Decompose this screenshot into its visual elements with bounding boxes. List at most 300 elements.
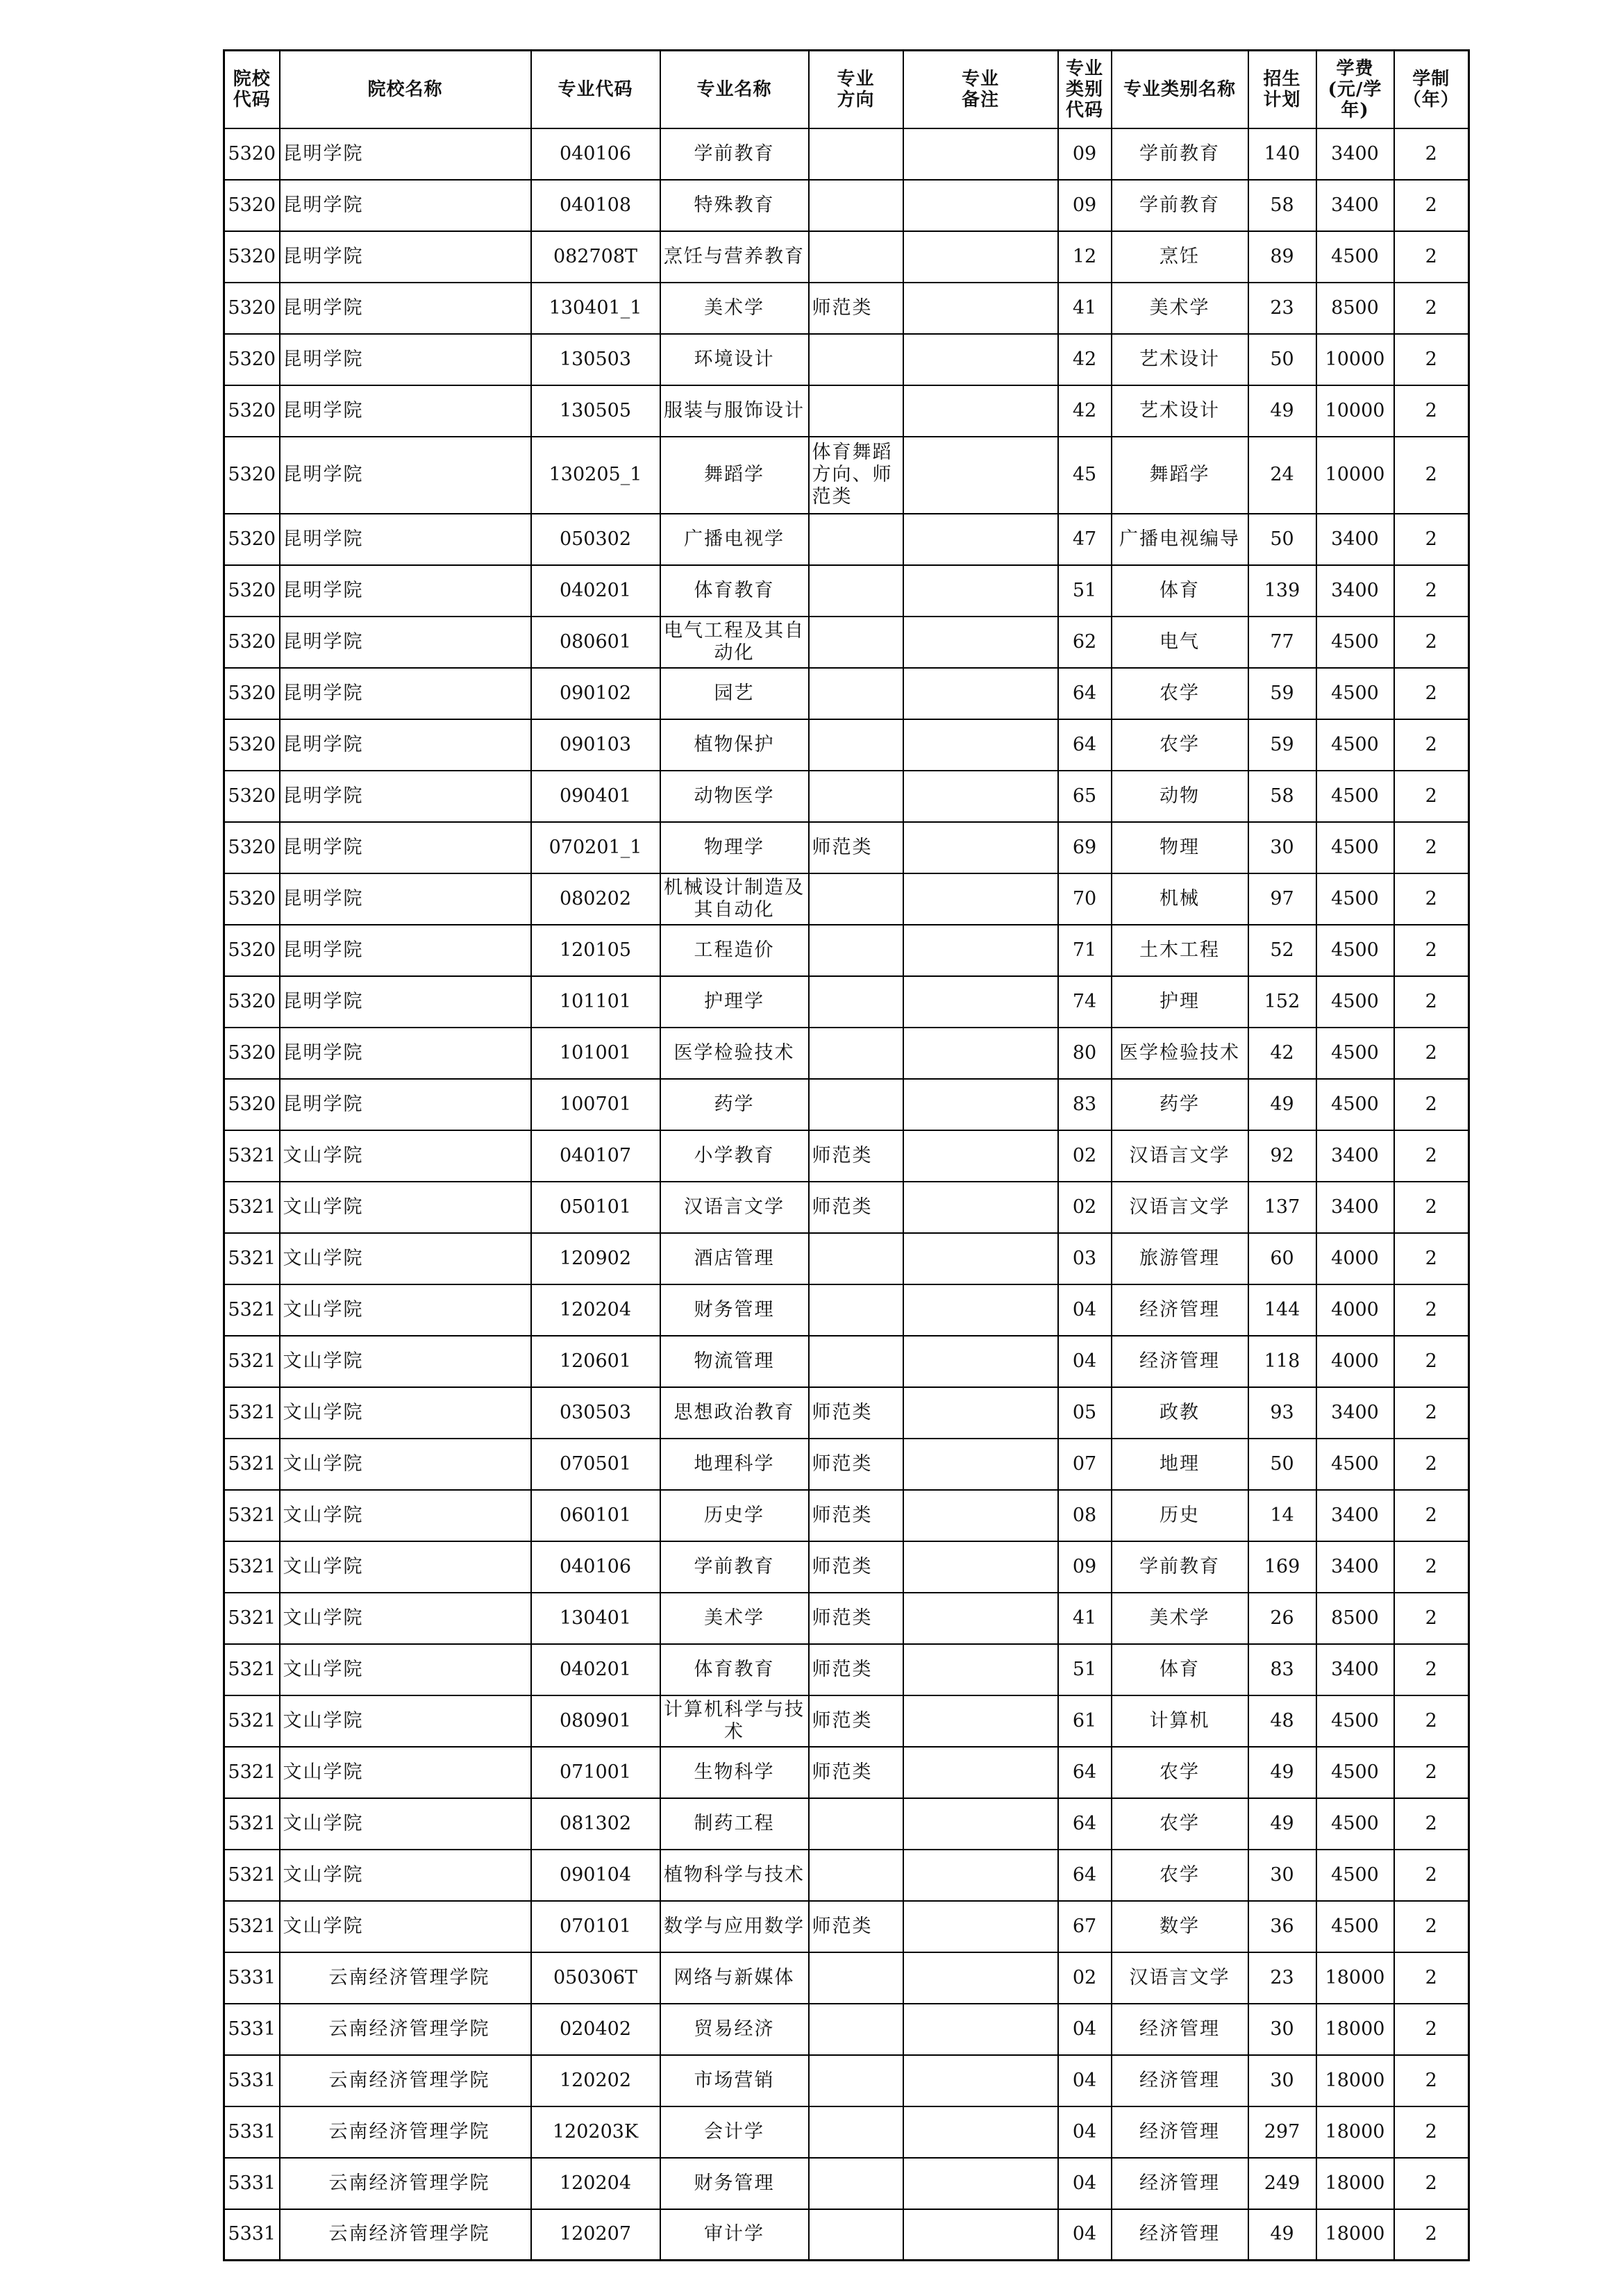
- school-code-cell: 5321: [224, 1747, 280, 1798]
- tuition-cell: 4500: [1316, 925, 1394, 976]
- table-row: [224, 1490, 1469, 1541]
- category-name-cell: 烹饪: [1112, 231, 1248, 283]
- table-row: [224, 385, 1469, 437]
- tuition-cell: 18000: [1316, 2106, 1394, 2158]
- remark-cell: [903, 385, 1058, 437]
- major-code-cell: 120204: [531, 1284, 660, 1336]
- plan-cell: 140: [1248, 128, 1316, 180]
- major-name-cell: 植物科学与技术: [660, 1850, 809, 1901]
- header-label: 专业 方向: [837, 68, 875, 110]
- school-code-cell: 5321: [224, 1644, 280, 1695]
- school-name-cell: 昆明学院: [280, 1079, 531, 1130]
- school-name-cell: 昆明学院: [280, 976, 531, 1028]
- plan-cell: 58: [1248, 180, 1316, 231]
- table-row: [224, 719, 1469, 771]
- table-row: [224, 668, 1469, 719]
- school-code-cell: 5321: [224, 1336, 280, 1387]
- school-name-cell: 昆明学院: [280, 283, 531, 334]
- school-name-cell: 文山学院: [280, 1336, 531, 1387]
- table-row: [224, 771, 1469, 822]
- category-code-cell: 07: [1058, 1439, 1112, 1490]
- major-code-cell: 050101: [531, 1182, 660, 1233]
- school-name-cell: 云南经济管理学院: [280, 1952, 531, 2004]
- header-duration: [1394, 51, 1469, 128]
- category-name-cell: 政教: [1112, 1387, 1248, 1439]
- school-name-cell: 文山学院: [280, 1901, 531, 1952]
- duration-cell: 2: [1394, 1490, 1469, 1541]
- major-code-cell: 130505: [531, 385, 660, 437]
- plan-cell: 30: [1248, 2055, 1316, 2106]
- remark-cell: [903, 1952, 1058, 2004]
- school-name-cell: 文山学院: [280, 1644, 531, 1695]
- duration-cell: 2: [1394, 1130, 1469, 1182]
- header-major-name: [660, 51, 809, 128]
- header-major-code: [531, 51, 660, 128]
- direction-cell: [809, 2209, 903, 2261]
- tuition-cell: 4500: [1316, 719, 1394, 771]
- major-code-cell: 050302: [531, 514, 660, 565]
- school-name-cell: 云南经济管理学院: [280, 2158, 531, 2209]
- tuition-cell: 4500: [1316, 668, 1394, 719]
- table-row: [224, 1233, 1469, 1284]
- major-name-cell: 汉语言文学: [660, 1182, 809, 1233]
- school-code-cell: 5320: [224, 925, 280, 976]
- table-row: [224, 283, 1469, 334]
- major-name-cell: 贸易经济: [660, 2004, 809, 2055]
- major-code-cell: 030503: [531, 1387, 660, 1439]
- category-code-cell: 62: [1058, 617, 1112, 668]
- major-name-cell: 园艺: [660, 668, 809, 719]
- school-code-cell: 5320: [224, 873, 280, 925]
- major-name-cell: 美术学: [660, 1593, 809, 1644]
- major-code-cell: 130503: [531, 334, 660, 385]
- school-name-cell: 昆明学院: [280, 719, 531, 771]
- remark-cell: [903, 1284, 1058, 1336]
- remark-cell: [903, 719, 1058, 771]
- table-row: [224, 1644, 1469, 1695]
- direction-cell: [809, 514, 903, 565]
- major-name-cell: 机械设计制造及其自动化: [660, 873, 809, 925]
- school-code-cell: 5321: [224, 1798, 280, 1850]
- table-row: [224, 2004, 1469, 2055]
- major-name-cell: 学前教育: [660, 1541, 809, 1593]
- direction-cell: 师范类: [809, 822, 903, 873]
- remark-cell: [903, 1490, 1058, 1541]
- remark-cell: [903, 1130, 1058, 1182]
- category-name-cell: 经济管理: [1112, 2209, 1248, 2261]
- remark-cell: [903, 2158, 1058, 2209]
- category-name-cell: 动物: [1112, 771, 1248, 822]
- duration-cell: 2: [1394, 2106, 1469, 2158]
- duration-cell: 2: [1394, 231, 1469, 283]
- school-code-cell: 5321: [224, 1541, 280, 1593]
- category-code-cell: 04: [1058, 2004, 1112, 2055]
- direction-cell: 师范类: [809, 1387, 903, 1439]
- direction-cell: [809, 1850, 903, 1901]
- table-row: [224, 2158, 1469, 2209]
- school-code-cell: 5321: [224, 1593, 280, 1644]
- category-name-cell: 艺术设计: [1112, 334, 1248, 385]
- tuition-cell: 3400: [1316, 565, 1394, 617]
- category-code-cell: 51: [1058, 565, 1112, 617]
- tuition-cell: 4500: [1316, 1439, 1394, 1490]
- school-name-cell: 文山学院: [280, 1387, 531, 1439]
- tuition-cell: 3400: [1316, 180, 1394, 231]
- direction-cell: 师范类: [809, 1901, 903, 1952]
- duration-cell: 2: [1394, 2055, 1469, 2106]
- major-name-cell: 药学: [660, 1079, 809, 1130]
- school-code-cell: 5331: [224, 2158, 280, 2209]
- major-name-cell: 网络与新媒体: [660, 1952, 809, 2004]
- major-name-cell: 环境设计: [660, 334, 809, 385]
- major-code-cell: 071001: [531, 1747, 660, 1798]
- duration-cell: 2: [1394, 976, 1469, 1028]
- plan-cell: 30: [1248, 822, 1316, 873]
- table-row: [224, 1541, 1469, 1593]
- table-row: [224, 1593, 1469, 1644]
- school-code-cell: 5321: [224, 1130, 280, 1182]
- tuition-cell: 8500: [1316, 283, 1394, 334]
- remark-cell: [903, 1850, 1058, 1901]
- plan-cell: 48: [1248, 1695, 1316, 1747]
- major-name-cell: 物理学: [660, 822, 809, 873]
- major-code-cell: 040201: [531, 565, 660, 617]
- header-category-code: [1058, 51, 1112, 128]
- category-code-cell: 03: [1058, 1233, 1112, 1284]
- duration-cell: 2: [1394, 2158, 1469, 2209]
- category-code-cell: 04: [1058, 2106, 1112, 2158]
- tuition-cell: 3400: [1316, 1490, 1394, 1541]
- category-name-cell: 旅游管理: [1112, 1233, 1248, 1284]
- remark-cell: [903, 771, 1058, 822]
- major-code-cell: 050306T: [531, 1952, 660, 2004]
- duration-cell: 2: [1394, 565, 1469, 617]
- school-code-cell: 5320: [224, 719, 280, 771]
- remark-cell: [903, 1233, 1058, 1284]
- plan-cell: 50: [1248, 514, 1316, 565]
- school-code-cell: 5320: [224, 180, 280, 231]
- remark-cell: [903, 1901, 1058, 1952]
- duration-cell: 2: [1394, 1439, 1469, 1490]
- table-row: [224, 976, 1469, 1028]
- duration-cell: 2: [1394, 719, 1469, 771]
- table-row: [224, 1284, 1469, 1336]
- direction-cell: 师范类: [809, 1593, 903, 1644]
- major-code-cell: 090104: [531, 1850, 660, 1901]
- remark-cell: [903, 873, 1058, 925]
- category-name-cell: 经济管理: [1112, 2055, 1248, 2106]
- tuition-cell: 3400: [1316, 1130, 1394, 1182]
- category-code-cell: 74: [1058, 976, 1112, 1028]
- major-name-cell: 思想政治教育: [660, 1387, 809, 1439]
- category-code-cell: 04: [1058, 2055, 1112, 2106]
- school-code-cell: 5321: [224, 1233, 280, 1284]
- plan-cell: 97: [1248, 873, 1316, 925]
- table-row: [224, 1336, 1469, 1387]
- plan-cell: 58: [1248, 771, 1316, 822]
- category-code-cell: 71: [1058, 925, 1112, 976]
- major-name-cell: 数学与应用数学: [660, 1901, 809, 1952]
- table-row: [224, 1028, 1469, 1079]
- major-code-cell: 070101: [531, 1901, 660, 1952]
- category-name-cell: 电气: [1112, 617, 1248, 668]
- remark-cell: [903, 334, 1058, 385]
- school-code-cell: 5320: [224, 437, 280, 514]
- duration-cell: 2: [1394, 1747, 1469, 1798]
- major-code-cell: 120601: [531, 1336, 660, 1387]
- category-code-cell: 04: [1058, 1284, 1112, 1336]
- category-name-cell: 农学: [1112, 668, 1248, 719]
- major-code-cell: 082708T: [531, 231, 660, 283]
- major-name-cell: 审计学: [660, 2209, 809, 2261]
- direction-cell: [809, 1798, 903, 1850]
- category-name-cell: 机械: [1112, 873, 1248, 925]
- plan-cell: 50: [1248, 334, 1316, 385]
- duration-cell: 2: [1394, 334, 1469, 385]
- category-name-cell: 经济管理: [1112, 1336, 1248, 1387]
- table-row: [224, 1695, 1469, 1747]
- major-code-cell: 130401: [531, 1593, 660, 1644]
- school-name-cell: 文山学院: [280, 1284, 531, 1336]
- category-code-cell: 61: [1058, 1695, 1112, 1747]
- category-name-cell: 经济管理: [1112, 2106, 1248, 2158]
- major-name-cell: 财务管理: [660, 2158, 809, 2209]
- enrollment-table: [223, 49, 1470, 2261]
- plan-cell: 49: [1248, 1798, 1316, 1850]
- school-name-cell: 昆明学院: [280, 180, 531, 231]
- category-code-cell: 04: [1058, 2209, 1112, 2261]
- duration-cell: 2: [1394, 180, 1469, 231]
- tuition-cell: 18000: [1316, 2209, 1394, 2261]
- remark-cell: [903, 514, 1058, 565]
- school-name-cell: 昆明学院: [280, 128, 531, 180]
- major-name-cell: 酒店管理: [660, 1233, 809, 1284]
- category-name-cell: 体育: [1112, 1644, 1248, 1695]
- category-code-cell: 64: [1058, 719, 1112, 771]
- school-name-cell: 云南经济管理学院: [280, 2209, 531, 2261]
- remark-cell: [903, 231, 1058, 283]
- major-code-cell: 101101: [531, 976, 660, 1028]
- category-code-cell: 42: [1058, 385, 1112, 437]
- school-name-cell: 云南经济管理学院: [280, 2106, 531, 2158]
- category-name-cell: 舞蹈学: [1112, 437, 1248, 514]
- tuition-cell: 4500: [1316, 1079, 1394, 1130]
- school-code-cell: 5331: [224, 2055, 280, 2106]
- major-name-cell: 电气工程及其自动化: [660, 617, 809, 668]
- plan-cell: 26: [1248, 1593, 1316, 1644]
- plan-cell: 42: [1248, 1028, 1316, 1079]
- major-code-cell: 120105: [531, 925, 660, 976]
- category-name-cell: 历史: [1112, 1490, 1248, 1541]
- remark-cell: [903, 1541, 1058, 1593]
- tuition-cell: 3400: [1316, 128, 1394, 180]
- header-school-code: [224, 51, 280, 128]
- school-name-cell: 文山学院: [280, 1490, 531, 1541]
- school-code-cell: 5331: [224, 2004, 280, 2055]
- remark-cell: [903, 2055, 1058, 2106]
- tuition-cell: 4500: [1316, 822, 1394, 873]
- table-row: [224, 1130, 1469, 1182]
- table-row: [224, 2209, 1469, 2261]
- category-name-cell: 农学: [1112, 1798, 1248, 1850]
- major-name-cell: 地理科学: [660, 1439, 809, 1490]
- direction-cell: 师范类: [809, 1541, 903, 1593]
- direction-cell: [809, 1079, 903, 1130]
- table-row: [224, 514, 1469, 565]
- tuition-cell: 4500: [1316, 1747, 1394, 1798]
- header-label: 专业 类别 代码: [1065, 58, 1103, 121]
- major-code-cell: 101001: [531, 1028, 660, 1079]
- school-name-cell: 昆明学院: [280, 1028, 531, 1079]
- category-code-cell: 02: [1058, 1130, 1112, 1182]
- table-row: [224, 822, 1469, 873]
- school-code-cell: 5320: [224, 771, 280, 822]
- major-name-cell: 动物医学: [660, 771, 809, 822]
- school-name-cell: 昆明学院: [280, 565, 531, 617]
- category-name-cell: 汉语言文学: [1112, 1130, 1248, 1182]
- school-code-cell: 5331: [224, 2209, 280, 2261]
- major-name-cell: 学前教育: [660, 128, 809, 180]
- plan-cell: 139: [1248, 565, 1316, 617]
- major-code-cell: 090103: [531, 719, 660, 771]
- school-name-cell: 昆明学院: [280, 334, 531, 385]
- remark-cell: [903, 617, 1058, 668]
- category-code-cell: 65: [1058, 771, 1112, 822]
- direction-cell: [809, 2158, 903, 2209]
- school-code-cell: 5331: [224, 2106, 280, 2158]
- school-name-cell: 文山学院: [280, 1182, 531, 1233]
- major-name-cell: 舞蹈学: [660, 437, 809, 514]
- remark-cell: [903, 1695, 1058, 1747]
- duration-cell: 2: [1394, 1541, 1469, 1593]
- tuition-cell: 4500: [1316, 1901, 1394, 1952]
- school-code-cell: 5320: [224, 231, 280, 283]
- category-name-cell: 计算机: [1112, 1695, 1248, 1747]
- major-name-cell: 历史学: [660, 1490, 809, 1541]
- school-code-cell: 5320: [224, 565, 280, 617]
- remark-cell: [903, 1028, 1058, 1079]
- major-name-cell: 市场营销: [660, 2055, 809, 2106]
- plan-cell: 249: [1248, 2158, 1316, 2209]
- school-name-cell: 昆明学院: [280, 514, 531, 565]
- category-code-cell: 41: [1058, 283, 1112, 334]
- table-row: [224, 1952, 1469, 2004]
- category-name-cell: 美术学: [1112, 283, 1248, 334]
- plan-cell: 60: [1248, 1233, 1316, 1284]
- plan-cell: 36: [1248, 1901, 1316, 1952]
- school-code-cell: 5320: [224, 283, 280, 334]
- direction-cell: [809, 128, 903, 180]
- category-name-cell: 农学: [1112, 1747, 1248, 1798]
- school-name-cell: 文山学院: [280, 1850, 531, 1901]
- plan-cell: 92: [1248, 1130, 1316, 1182]
- school-code-cell: 5321: [224, 1901, 280, 1952]
- remark-cell: [903, 1079, 1058, 1130]
- category-name-cell: 学前教育: [1112, 1541, 1248, 1593]
- category-code-cell: 47: [1058, 514, 1112, 565]
- school-name-cell: 昆明学院: [280, 925, 531, 976]
- tuition-cell: 18000: [1316, 2158, 1394, 2209]
- table-row: [224, 1182, 1469, 1233]
- major-code-cell: 130401_1: [531, 283, 660, 334]
- plan-cell: 49: [1248, 1747, 1316, 1798]
- duration-cell: 2: [1394, 1695, 1469, 1747]
- category-code-cell: 64: [1058, 1850, 1112, 1901]
- table-row: [224, 128, 1469, 180]
- tuition-cell: 3400: [1316, 1182, 1394, 1233]
- major-name-cell: 物流管理: [660, 1336, 809, 1387]
- category-code-cell: 09: [1058, 128, 1112, 180]
- major-code-cell: 120902: [531, 1233, 660, 1284]
- direction-cell: [809, 1952, 903, 2004]
- category-name-cell: 药学: [1112, 1079, 1248, 1130]
- tuition-cell: 3400: [1316, 1644, 1394, 1695]
- header-label: 专业名称: [696, 78, 772, 100]
- duration-cell: 2: [1394, 617, 1469, 668]
- duration-cell: 2: [1394, 2004, 1469, 2055]
- school-code-cell: 5320: [224, 1079, 280, 1130]
- table-row: [224, 1798, 1469, 1850]
- category-name-cell: 经济管理: [1112, 2004, 1248, 2055]
- direction-cell: [809, 180, 903, 231]
- table-row: [224, 925, 1469, 976]
- header-label: 院校 代码: [233, 68, 271, 110]
- major-code-cell: 090401: [531, 771, 660, 822]
- plan-cell: 49: [1248, 1079, 1316, 1130]
- duration-cell: 2: [1394, 1798, 1469, 1850]
- school-name-cell: 昆明学院: [280, 617, 531, 668]
- duration-cell: 2: [1394, 1644, 1469, 1695]
- school-code-cell: 5321: [224, 1490, 280, 1541]
- direction-cell: 师范类: [809, 1130, 903, 1182]
- school-name-cell: 昆明学院: [280, 231, 531, 283]
- table-body: [224, 128, 1469, 2261]
- duration-cell: 2: [1394, 1182, 1469, 1233]
- category-name-cell: 汉语言文学: [1112, 1952, 1248, 2004]
- duration-cell: 2: [1394, 1284, 1469, 1336]
- remark-cell: [903, 668, 1058, 719]
- table-row: [224, 565, 1469, 617]
- plan-cell: 144: [1248, 1284, 1316, 1336]
- tuition-cell: 4500: [1316, 1695, 1394, 1747]
- table-row: [224, 873, 1469, 925]
- direction-cell: [809, 925, 903, 976]
- school-code-cell: 5320: [224, 1028, 280, 1079]
- plan-cell: 24: [1248, 437, 1316, 514]
- category-code-cell: 69: [1058, 822, 1112, 873]
- school-name-cell: 文山学院: [280, 1593, 531, 1644]
- major-code-cell: 120204: [531, 2158, 660, 2209]
- remark-cell: [903, 2209, 1058, 2261]
- table-row: [224, 180, 1469, 231]
- school-name-cell: 文山学院: [280, 1130, 531, 1182]
- header-tuition: [1316, 51, 1394, 128]
- major-code-cell: 040106: [531, 1541, 660, 1593]
- direction-cell: 师范类: [809, 1644, 903, 1695]
- header-remark: [903, 51, 1058, 128]
- school-code-cell: 5320: [224, 128, 280, 180]
- remark-cell: [903, 1439, 1058, 1490]
- direction-cell: [809, 1284, 903, 1336]
- tuition-cell: 4000: [1316, 1233, 1394, 1284]
- duration-cell: 2: [1394, 2209, 1469, 2261]
- school-name-cell: 文山学院: [280, 1747, 531, 1798]
- category-name-cell: 经济管理: [1112, 1284, 1248, 1336]
- table-row: [224, 617, 1469, 668]
- major-name-cell: 服装与服饰设计: [660, 385, 809, 437]
- remark-cell: [903, 283, 1058, 334]
- school-name-cell: 文山学院: [280, 1798, 531, 1850]
